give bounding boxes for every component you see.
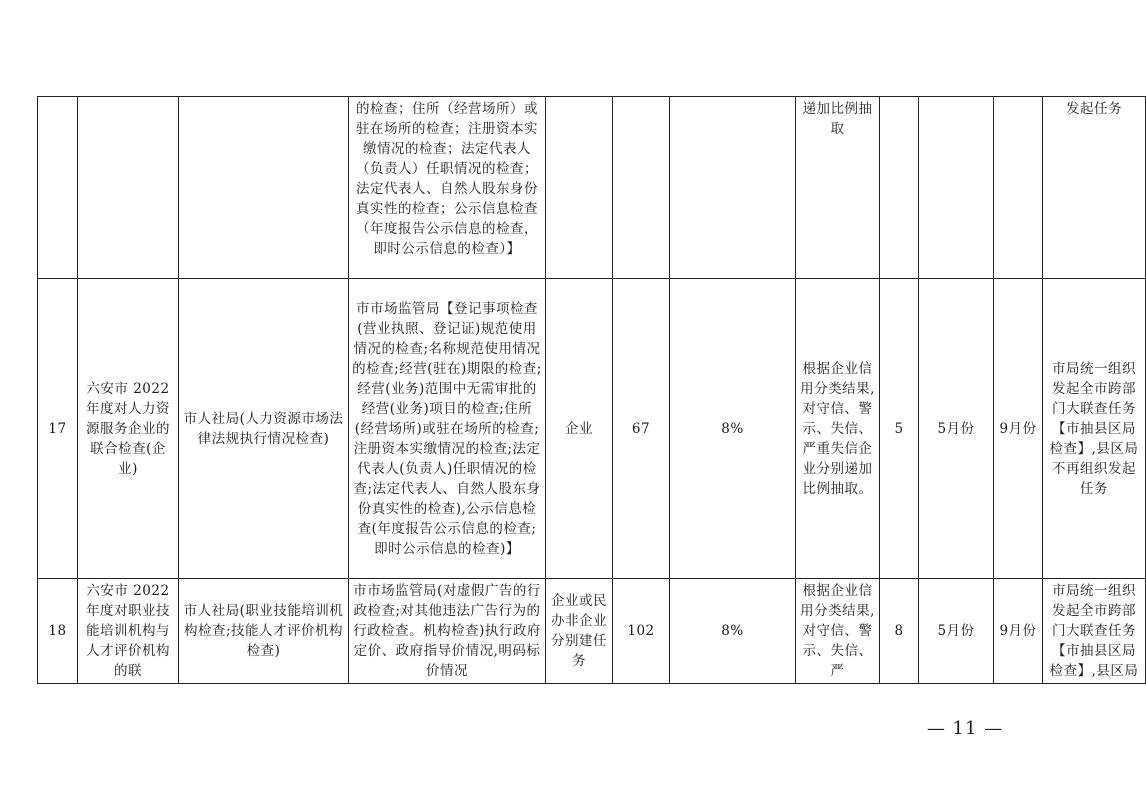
joint-inspection-items: 市市场监管局【登记事项检查(营业执照、登记证)规范使用情况的检查;名称规范使用情况的检查;经营(驻在)期限的检查;经营(业务)范围中无需审批的经营(业务)项目的检查;住所(经营场所)或驻在场所的检查;注册资本实缴情况的检查;法定代表人(负责人)任职情况的检查;法定代表人、自然人股东身份真实性的检查),公示信息检查(年度报告公示信息的检查;即时公示信息的检查)】	[349, 279, 546, 579]
object-type: 企业	[546, 279, 613, 579]
sample-number	[880, 97, 919, 279]
lead-department	[179, 97, 349, 279]
page-number: — 11 —	[926, 718, 1004, 739]
object-type: 企业或民办非企业分别建任务	[546, 579, 613, 684]
end-month: 9月份	[994, 279, 1043, 579]
remarks	[1043, 579, 1146, 684]
object-count: 67	[613, 279, 670, 579]
sample-number: 5	[880, 279, 919, 579]
row-number: 18	[38, 579, 78, 684]
task-name	[78, 579, 179, 684]
remarks: 发起任务	[1043, 97, 1146, 279]
task-name	[78, 97, 179, 279]
table-row	[38, 579, 1146, 684]
start-month	[919, 97, 994, 279]
remarks-text: 市局统一组织发起全市跨部门大联查任务【市抽县区局检查】,县区局	[1049, 583, 1139, 679]
inspection-table	[37, 96, 1146, 684]
joint-inspection-items-text: 市市场监管局(对虚假广告的行政检查;对其他违法广告行为的行政检查。机构检查)执行政府定价、政府指导价情况,明码标价情况	[353, 583, 541, 679]
row-number	[38, 97, 78, 279]
joint-inspection-items	[349, 579, 546, 684]
task-name: 六安市 2022年度对人力资源服务企业的联合检查(企业)	[78, 279, 179, 579]
sampling-ratio: 8%	[670, 579, 796, 684]
start-month: 5月份	[919, 279, 994, 579]
lead-department: 市人社局(人力资源市场法律法规执行情况检查)	[179, 279, 349, 579]
row-number: 17	[38, 279, 78, 579]
object-count: 102	[613, 579, 670, 684]
sampling-method-text: 根据企业信用分类结果,对守信、警示、失信、严	[800, 583, 875, 679]
sample-number: 8	[880, 579, 919, 684]
remarks: 市局统一组织发起全市跨部门大联查任务【市抽县区局检查】,县区局不再组织发起任务	[1043, 279, 1146, 579]
table-row	[38, 279, 1146, 579]
joint-inspection-items: 的检查；住所（经营场所）或驻在场所的检查；注册资本实缴情况的检查；法定代表人（负责人）任职情况的检查；法定代表人、自然人股东身份真实性的检查；公示信息检查（年度报告公示信息的检查，即时公示信息的检查）】	[349, 97, 546, 279]
end-month: 9月份	[994, 579, 1043, 684]
sampling-method: 根据企业信用分类结果,对守信、警示、失信、严重失信企业分别递加比例抽取。	[796, 279, 880, 579]
sampling-ratio: 8%	[670, 279, 796, 579]
object-type	[546, 97, 613, 279]
sampling-ratio	[670, 97, 796, 279]
end-month	[994, 97, 1043, 279]
start-month: 5月份	[919, 579, 994, 684]
sampling-method: 递加比例抽取	[796, 97, 880, 279]
lead-department: 市人社局(职业技能培训机构检查;技能人才评价机构检查)	[179, 579, 349, 684]
task-name-text: 六安市 2022年度对职业技能培训机构与人才评价机构的联	[86, 583, 170, 679]
object-count	[613, 97, 670, 279]
table-row	[38, 97, 1146, 279]
sampling-method	[796, 579, 880, 684]
